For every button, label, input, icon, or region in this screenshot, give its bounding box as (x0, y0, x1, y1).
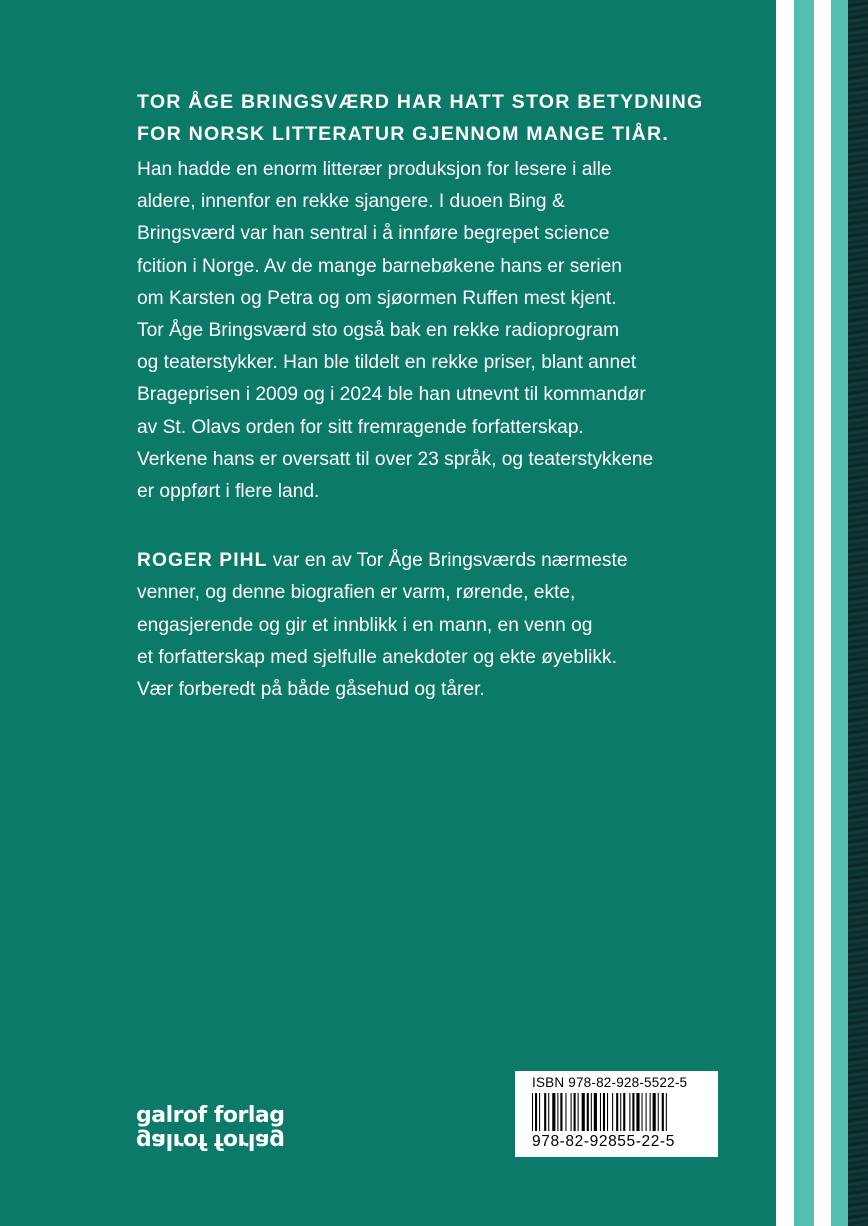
isbn-label: ISBN 978-82-928-5522-5 (532, 1075, 688, 1090)
barcode-bar (616, 1093, 618, 1131)
barcode-bar (612, 1093, 613, 1131)
barcode-bars (532, 1093, 702, 1131)
headline (137, 86, 757, 150)
barcode-bar (544, 1093, 546, 1131)
barcode-bar (535, 1093, 537, 1131)
author-name: ROGER PIHL (137, 550, 268, 572)
barcode-bar (632, 1093, 634, 1131)
paragraph-author (137, 545, 757, 706)
spine-stripe-teal (831, 0, 848, 1226)
barcode-bar (532, 1093, 533, 1131)
isbn-barcode (515, 1071, 718, 1157)
barcode-bar (658, 1093, 659, 1131)
text-line: et forfatterskap med sjelfulle anekdoter og ekte øyeblikk. (137, 646, 617, 668)
barcode-bar (594, 1093, 597, 1131)
text-line: og teaterstykker. Han ble tildelt en rekke priser, blant annet (137, 352, 637, 374)
barcode-bar (600, 1093, 601, 1131)
headline-line: TOR ÅGE BRINGSVÆRD HAR HATT STOR BETYDNING (137, 91, 704, 113)
text-line: Han hadde en enorm litterær produksjon for lesere i alle (137, 159, 612, 180)
text-line: engasjerende og gir et innblikk i en mann, en venn og (137, 614, 593, 636)
barcode-bar (574, 1093, 576, 1131)
text-line: aldere, innenfor en rekke sjangere. I duoen Bing & (137, 191, 565, 213)
barcode-bar (646, 1093, 647, 1131)
spine-stripe-white (814, 0, 831, 1226)
barcode-bar (578, 1093, 579, 1131)
barcode-bar (603, 1093, 605, 1131)
text-line: Brageprisen i 2009 og i 2024 ble han utnevnt til kommandør (137, 384, 646, 406)
text-line: er oppført i flere land. (137, 481, 320, 503)
barcode-bar (666, 1093, 667, 1131)
barcode-bar (620, 1093, 621, 1131)
publisher-logo-mirrored: galrof forlag (136, 1103, 285, 1128)
text-line: Vær forberedt på både gåsehud og tårer. (137, 679, 485, 701)
barcode-bar (560, 1093, 562, 1131)
isbn-digits: 978-82-92855-22-5 (532, 1133, 675, 1150)
paragraph-biography (137, 154, 757, 508)
publisher-logo-text: galrof forlag (136, 1128, 285, 1153)
barcode-bar (565, 1093, 566, 1131)
text-line: om Karsten og Petra og om sjøormen Ruffen mest kjent. (137, 287, 617, 309)
barcode-bar (636, 1093, 639, 1131)
spine-stripe-teal (794, 0, 814, 1226)
barcode-bar (629, 1093, 630, 1131)
barcode-bar (623, 1093, 625, 1131)
text-line (137, 545, 757, 577)
barcode-bar (557, 1093, 558, 1131)
barcode-bar (591, 1093, 592, 1131)
barcode-bar (662, 1093, 664, 1131)
barcode-bar (571, 1093, 572, 1131)
barcode-bar (552, 1093, 555, 1131)
text-line: Tor Åge Bringsværd sto også bak en rekke radioprogram (137, 320, 620, 342)
barcode-bar (607, 1093, 608, 1131)
text-line: fcition i Norge. Av de mange barnebøkene hans er serien (137, 255, 622, 277)
barcode-bar (642, 1093, 643, 1131)
text-fragment: var en av Tor Åge Bringsværds nærmeste (267, 550, 628, 572)
publisher-logo (136, 1105, 285, 1151)
text-line: Bringsværd var han sentral i å innføre begrepet science (137, 223, 610, 245)
barcode-bar (548, 1093, 549, 1131)
text-line: Verkene hans er oversatt til over 23 språk, og teaterstykkene (137, 448, 654, 470)
barcode-bar (650, 1093, 651, 1131)
spine-texture (848, 0, 868, 1226)
barcode-bar (587, 1093, 589, 1131)
barcode-bar (582, 1093, 585, 1131)
headline-line: FOR NORSK LITTERATUR GJENNOM MANGE TIÅR. (137, 123, 670, 145)
text-line: venner, og denne biografien er varm, rørende, ekte, (137, 582, 576, 604)
spine-stripe-white (776, 0, 794, 1226)
text-line: av St. Olavs orden for sitt fremragende forfatterskap. (137, 416, 584, 438)
barcode-bar (653, 1093, 656, 1131)
blurb (137, 86, 757, 706)
barcode-bar (539, 1093, 540, 1131)
